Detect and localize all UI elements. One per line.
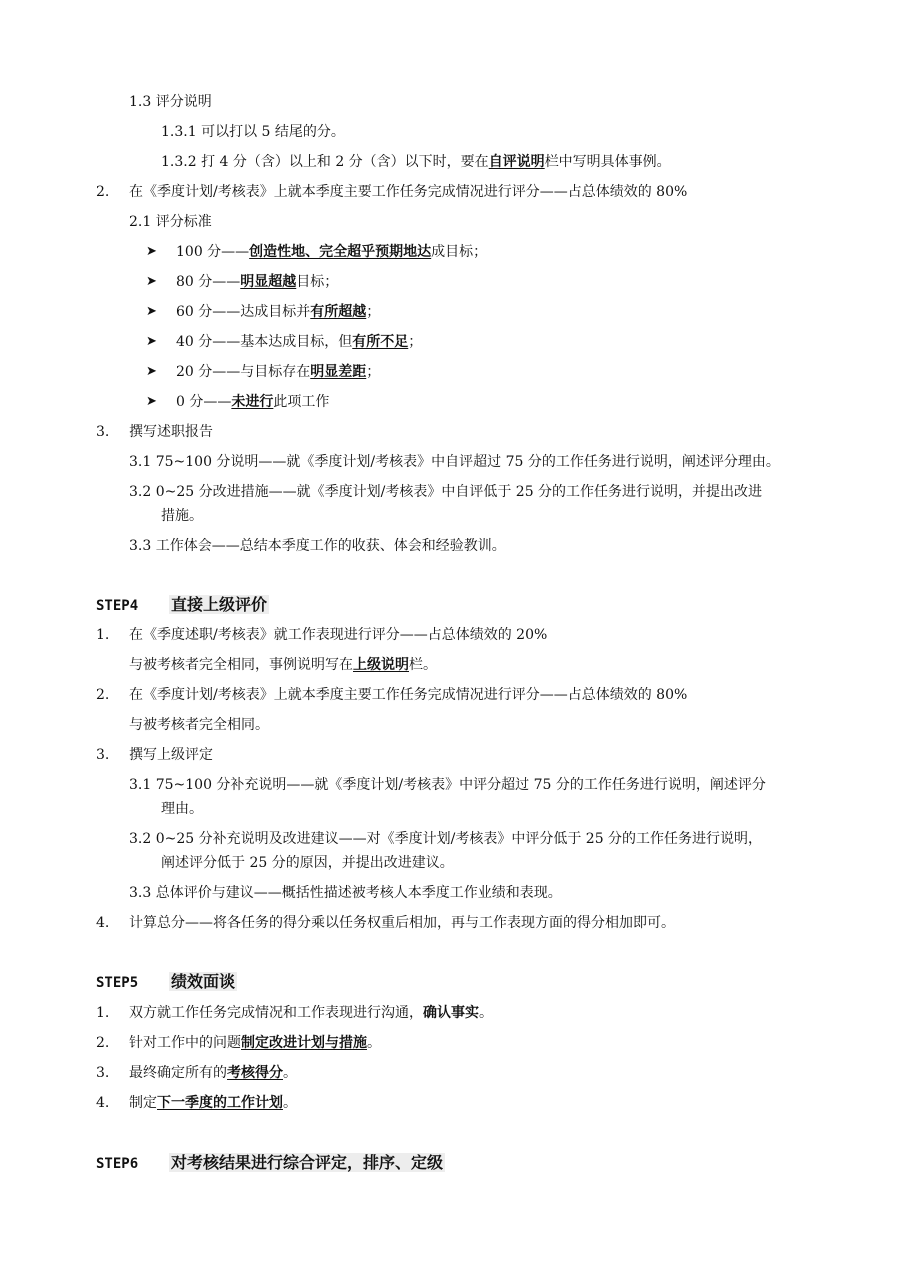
criteria-item: 60 分——达成目标并有所超越； xyxy=(176,304,381,320)
step6-heading: STEP6 对考核结果进行综合评定，排序、定级 xyxy=(96,1153,444,1172)
step4-item-3-2-line2: 阐述评分低于 25 分的原因，并提出改进建议。 xyxy=(161,855,454,871)
list-number: 3. xyxy=(96,424,110,440)
criteria-item: 0 分——未进行此项工作 xyxy=(176,394,330,410)
list-number: 1. xyxy=(96,627,110,643)
step4-item-3-3: 3.3 总体评价与建议——概括性描述被考核人本季度工作业绩和表现。 xyxy=(129,885,562,901)
criteria-item: 20 分——与目标存在明显差距； xyxy=(176,364,381,380)
criteria-item: 80 分——明显超越目标； xyxy=(176,274,339,290)
step5-heading: STEP5 绩效面谈 xyxy=(96,972,236,991)
step4-item-3-1-line2: 理由。 xyxy=(161,801,203,817)
item-3-report: 撰写述职报告 xyxy=(129,424,213,440)
arrow-bullet-icon: ➤ xyxy=(146,364,157,379)
list-number: 2. xyxy=(96,687,110,703)
item-3-3: 3.3 工作体会——总结本季度工作的收获、体会和经验教训。 xyxy=(129,538,506,554)
criteria-item: 40 分——基本达成目标，但有所不足； xyxy=(176,334,423,350)
arrow-bullet-icon: ➤ xyxy=(146,334,157,349)
step5-item-2: 针对工作中的问题制定改进计划与措施。 xyxy=(129,1035,381,1051)
step4-item-4: 计算总分——将各任务的得分乘以任务权重后相加，再与工作表现方面的得分相加即可。 xyxy=(129,915,675,931)
step4-item-3: 撰写上级评定 xyxy=(129,747,213,763)
list-number: 1. xyxy=(96,1005,110,1021)
step5-item-3: 最终确定所有的考核得分。 xyxy=(129,1065,297,1081)
item-2-score-tasks: 在《季度计划/考核表》上就本季度主要工作任务完成情况进行评分——占总体绩效的 80% xyxy=(129,184,688,200)
arrow-bullet-icon: ➤ xyxy=(146,394,157,409)
step4-item-2-note: 与被考核者完全相同。 xyxy=(129,717,269,733)
step4-item-1-note: 与被考核者完全相同，事例说明写在上级说明栏。 xyxy=(129,657,437,673)
item-3-2-line2: 措施。 xyxy=(161,508,203,524)
list-number: 4. xyxy=(96,1095,110,1111)
emphasis-self-comment: 自评说明 xyxy=(488,154,545,170)
arrow-bullet-icon: ➤ xyxy=(146,274,157,289)
step4-item-1: 在《季度述职/考核表》就工作表现进行评分——占总体绩效的 20% xyxy=(129,627,548,643)
step5-item-1: 双方就工作任务完成情况和工作表现进行沟通，确认事实。 xyxy=(129,1005,493,1021)
criteria-item: 100 分——创造性地、完全超乎预期地达成目标； xyxy=(176,244,488,260)
subheading-2-1: 2.1 评分标准 xyxy=(129,214,212,230)
subheading-1-3: 1.3 评分说明 xyxy=(129,94,212,110)
arrow-bullet-icon: ➤ xyxy=(146,244,157,259)
list-number: 4. xyxy=(96,915,110,931)
item-3-1: 3.1 75~100 分说明——就《季度计划/考核表》中自评超过 75 分的工作任务进行说明，阐述评分理由。 xyxy=(129,454,780,470)
step4-item-3-1-line1: 3.1 75~100 分补充说明——就《季度计划/考核表》中评分超过 75 分的工作任务进行说明，阐述评分 xyxy=(129,777,766,793)
item-1-3-1: 1.3.1 可以打以 5 结尾的分。 xyxy=(161,124,345,140)
step4-item-3-2-line1: 3.2 0~25 分补充说明及改进建议——对《季度计划/考核表》中评分低于 25 分的工作任务进行说明， xyxy=(129,831,763,847)
list-number: 3. xyxy=(96,1065,110,1081)
step4-item-2: 在《季度计划/考核表》上就本季度主要工作任务完成情况进行评分——占总体绩效的 80% xyxy=(129,687,688,703)
arrow-bullet-icon: ➤ xyxy=(146,304,157,319)
list-number: 2. xyxy=(96,184,110,200)
emphasis-superior-comment: 上级说明 xyxy=(353,657,409,673)
step4-heading: STEP4 直接上级评价 xyxy=(96,595,268,614)
item-1-3-2: 1.3.2 打 4 分（含）以上和 2 分（含）以下时，要在自评说明栏中写明具体事例。 xyxy=(161,154,671,170)
item-3-2-line1: 3.2 0~25 分改进措施——就《季度计划/考核表》中自评低于 25 分的工作任务进行说明，并提出改进 xyxy=(129,484,763,500)
list-number: 2. xyxy=(96,1035,110,1051)
step5-item-4: 制定下一季度的工作计划。 xyxy=(129,1095,297,1111)
list-number: 3. xyxy=(96,747,110,763)
